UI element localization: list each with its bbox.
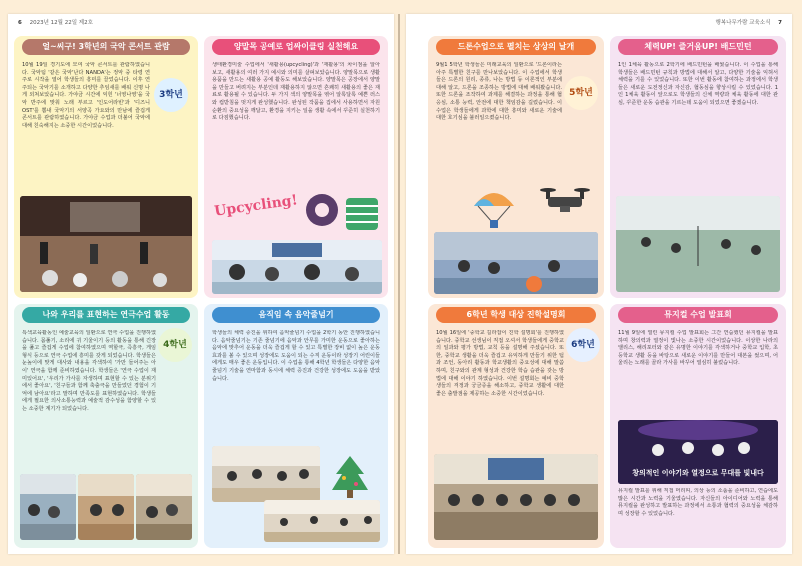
upcycling-title: 양말목 공예로 업싸이클링 실천해요 <box>212 39 380 55</box>
tree-decoration <box>330 454 370 504</box>
music-pe-body: 학생들의 체력 증진을 위하여 음악줄넘기 수업을 2학기 동안 진행하였습니다. 음악줄넘기는 기존 줄넘기에 음악과 안무를 가미한 운동으로 좋아하는 음악에 맞추어 운동을 더욱 즐겁게 할 수 있고 특별한 장비 없이 높은 운동 효과를 볼 수 있으며 성장에도 도움이 되는 수직 운동이라 성장기 어린이들에게도 매우 좋은 운동입니다. 이 수업을 통해 4학년 학생들은 다양한 음악줄넘기 기술을 연마함과 동시에 체력 증진과 건강한 성장에도 도움을 받았습니다. <box>212 330 380 382</box>
drone-title: 드론수업으로 펼치는 상상의 날개 <box>436 39 596 55</box>
concert-title: 얼~씨구! 3학년의 국악 콘서트 관람 <box>22 39 190 55</box>
theater-body: 특색교육활동인 예술교육의 일환으로 연극 수업을 진행하였습니다. 몸풀기, 소리에 귀 기울이기 등의 활동을 통해 긴장을 풀고 즐겁게 수업에 참여하였으며 역할극, 즉흥극, 게임 형식 등으로 연극 수업에 흥미를 갖게 되었습니다. 학생들은 눈높이에 맞게 대사와 내용을 각색하여 '가만 들어주는 아이' 연극을 함께 준비하였습니다. 학생들은 '연극 수업이 재미있어요', '우리가 가사를 자생하며 표현할 수 있는 분위기에서 좋아요', '친구들과 함께 축출극을 만들었던 경험이 기억에 남아요'라고 말하며 만족도를 표현하였습니다. 학생들에게 필요한 의사소통능력과 예술적 감수성을 함양할 수 있는 소중한 계기가 되었습니다. <box>22 330 156 412</box>
career-article <box>428 304 604 548</box>
upcycling-article <box>204 36 388 298</box>
issue-date: 2023년 12월 22일 제2호 <box>29 20 93 26</box>
career-title: 6학년 학생 대상 진학설명회 <box>436 307 596 323</box>
upcycling-body: 생태환경미술 수업에서 '새활용(upcycling)'과 '재활용'의 차이점을 알아보고, 새활용의 여러 가지 예시와 의미를 살펴보았습니다. 양말목으로 생활용품을 만드는 새활용 공예 활동도 해보았습니다. 양말목은 공장에서 양말을 만들고 버려지는 부분인데 재활용하지 않으면 흔쾌히 새활용의 좋은 재료로 활용될 수 있습니다. 두 가지 색의 양말목을 엮어 알록달록 예쁜 러스와 컵받침을 멋지게 완성했습니다. 완성된 작품을 집에서 사용하면서 자원 순환의 중요성을 깨달고, 환경을 지키는 일을 생활 속에서 꾸준히 실천하기로 다짐했습니다. <box>212 62 380 122</box>
spine-fold <box>398 14 400 554</box>
music-pe-title: 음직임 속 음악줄넘기 <box>212 307 380 323</box>
upcycling-label: Upcycling! <box>213 192 299 220</box>
theater-article <box>14 304 198 548</box>
left-running-head <box>18 18 384 26</box>
musical-title: 뮤지컬 수업 발표회 <box>618 307 778 323</box>
badminton-title: 체력UP! 즐거움UP! 배드민턴 <box>618 39 778 55</box>
career-photo <box>434 454 598 540</box>
right-page <box>406 14 792 554</box>
concert-photo <box>20 196 192 292</box>
grade-badge-5: 5학년 <box>564 76 598 110</box>
left-page-number: 6 <box>18 20 22 26</box>
drone-illustration <box>468 186 520 232</box>
theater-title: 나와 우리를 표현하는 연극수업 활동 <box>22 307 190 323</box>
musical-photo <box>618 420 778 484</box>
theater-photo-3 <box>136 474 192 540</box>
concert-body: 10월 19일 경기도에 모여 국악 콘서트를 관람하였습니다. 국악팀 '같은 국악'난다 NANDA'는 정악 중 타령 연주로 시작을 열어 학생들의 흥미를 끌었습니다. 이후 연주되는 국악기를 소개하고 다양한 추임새를 배워 신명 나게 외쳐보았습니다. 가야금 시간에 익힌 '너영나영'을 국악 반주에 맞춰 노래 부르고 '인도어라빈'과 '디즈니 OST'를 뽐내 국악기의 서양곡 가요와의 만남에 즐겁게 콘서트를 관람하였습니다. 가야금 수업과 더불어 국악에 대해 친숙해지는 소중한 시간이었습니다. <box>22 62 150 129</box>
drone-article <box>428 36 604 298</box>
drone-class-photo <box>434 232 598 294</box>
badminton-article <box>610 36 786 298</box>
badminton-photo <box>616 196 780 292</box>
jumprope-photo-1 <box>212 446 320 502</box>
paper-name: 행복나무가람 교육소식 <box>715 20 771 26</box>
right-running-head <box>416 18 782 26</box>
musical-article <box>610 304 786 548</box>
music-pe-article <box>204 304 388 548</box>
jumprope-photo-2 <box>264 500 380 542</box>
musical-photo-caption: 창의적인 이야기와 열정으로 무대를 빛내다 <box>632 469 764 477</box>
upcycling-class-photo <box>212 240 382 294</box>
musical-body-top: 11월 9일에 열린 뮤지컬 수업 발표회는 그간 연습했던 뮤지컬을 발표하며 창의력과 열정이 빛나는 소중한 시간이었습니다. 이상한 나라의 앨리스, 해리포터와 같은 유명한 이야기를 각색하거나 중학교 입학, 초등학교 생활 등을 바탕으로 새로운 이야기를 만들어 대본을 썼으며, 어울리는 노래를 골라 가사를 바꾸어 열심히 불렀습니다. <box>618 330 778 367</box>
right-page-number: 7 <box>778 20 782 26</box>
badminton-body: 1인 1체육 활동으로 2학기에 배드민턴을 배웠습니다. 이 수업을 통해 학생들은 배드민턴 규칙과 방법에 대해서 알고, 다양한 기술을 익혀서 체력을 기를 수 있었습니다. 또한 이번 활동에 참여하는 과정에서 학생들은 새로운 도전정신과 자신감, 협동심을 향상시킬 수 있었습니다. 1인 1체육 활동이 앞으로도 학생들의 신체 역량과 체육 활동에 대한 관심, 꾸준한 운동 습관을 기르는데 도움이 되었으면 좋겠습니다. <box>618 62 778 106</box>
grade-badge-3: 3학년 <box>154 78 188 112</box>
musical-body-bottom: 뮤지컬 발표를 위해 직접 머리띠, 의상 등의 소품을 준비하고, 연습에도 많은 시간과 노력을 기울였습니다. 자신들의 아이디어와 노력을 통해 뮤지컬을 완성하고 발표하는 과정에서 소통과 협력의 중요성을 체감하며 성장할 수 있었습니다. <box>618 488 778 517</box>
theater-photo-1 <box>20 474 76 540</box>
grade-badge-4: 4학년 <box>158 328 192 362</box>
left-page <box>8 14 394 554</box>
upcycling-craft-photo <box>302 188 382 238</box>
career-body: 10월 16일에 '중학교 길라잡이 진학 설명회'를 진행하였습니다. 중학교 선생님이 직접 오셔서 학생들에게 중학교의 일과와 평가 방법, 교칙 등을 설명해 주셨습니다. 또한, 중학교 생활을 더욱 즐겁고 유익하게 만들기 위한 팁과 조언, 동아리 활동과 학교생활의 중요성에 대해 말씀하며, 친구와의 관계 형성과 건강한 학습 습관을 갖는 방법에 대해 이야기 하였습니다. 이번 설명회는 예비 중학생들의 걱정과 궁금증을 해소하고, 중학교 생활에 대한 좋은 출발점을 제공하는 소중한 시간이었습니다. <box>436 330 564 397</box>
concert-article <box>14 36 198 298</box>
drone-icon <box>538 182 592 222</box>
grade-badge-6: 6학년 <box>566 328 600 362</box>
theater-photo-2 <box>78 474 134 540</box>
drone-body: 9월1 5학년 학생들은 미래교육의 일환으로 '드론이라는 아주 특별한 친구를 만나보았습니다. 이 수업에서 학생들은 드론의 원리, 종류, 나는 방법 등 이론적인 부분에 대해 알고, 드론을 조종하는 방법에 대해 배워봤습니다. 또한 드론을 조작하여 과제를 해결하는 과정을 통해 협응심, 소통 능력, 안전에 대한 책임감을 길렀습니다. 이 수업은 학생들에게 과학에 대한 흥미와 새로운 기술에 대한 호기심을 불러일으켰습니다. <box>436 62 562 122</box>
